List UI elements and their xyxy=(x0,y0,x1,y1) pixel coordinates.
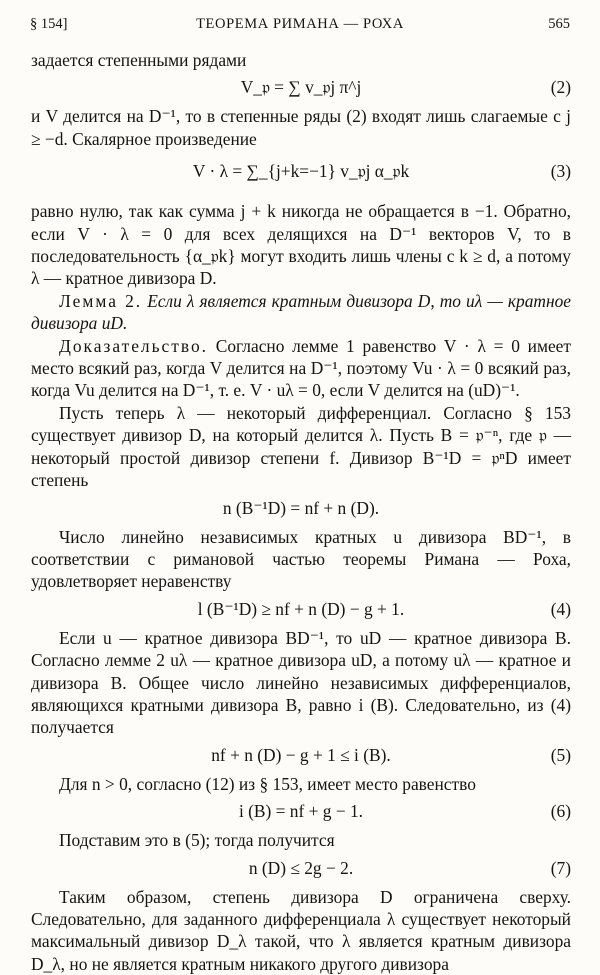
paragraph: Для n > 0, согласно (12) из § 153, имеет место равенство xyxy=(59,773,476,794)
equation-number: (6) xyxy=(550,801,571,822)
equation-number: (4) xyxy=(550,598,571,619)
lemma-statement: Если λ является кратным дивизора D, то uλ — кратное дивизора uD. xyxy=(31,290,571,334)
equation-5 xyxy=(31,739,571,773)
paragraph: Таким образом, степень дивизора D ограничена сверху. Следовательно, для заданного дифференциала λ существует некоторый максимальный дивизор D_λ такой, что λ является кратным дивизора D_λ, но не является кратным никакого другого дивизора xyxy=(31,886,571,974)
text-line: задается степенными рядами xyxy=(31,50,247,70)
equation-formula: V_𝔭 = ∑ v_𝔭j π^j xyxy=(240,77,362,98)
paragraph: Число линейно независимых кратных u дивизора BD⁻¹, в соответствии с римановой частью теоремы Римана — Роха, удовлетворяет неравенству xyxy=(31,526,571,592)
paragraph: Пусть теперь λ — некоторый дифференциал. Согласно § 153 существует дивизор D, на который делится λ. Пусть B = 𝔭⁻ⁿ, где 𝔭 — некоторый простой дивизор степени f. Дивизор B⁻¹D = 𝔭ⁿD имеет степень xyxy=(31,402,571,491)
paragraph: равно нулю, так как сумма j + k никогда не обращается в −1. Обратно, если V · λ = 0 для всех делящихся на D⁻¹ векторов V, то в последовательность {α_𝔭k} могут входить лишь члены с k ≥ d, а потому λ — кратное дивизора D. xyxy=(31,201,571,289)
paragraph: Подставим это в (5); тогда получится xyxy=(59,830,335,851)
equation-2 xyxy=(31,71,571,105)
equation-formula: l (B⁻¹D) ≥ nf + n (D) − g + 1. xyxy=(197,598,405,619)
equation-3 xyxy=(31,150,571,200)
page-number: 565 xyxy=(548,16,570,32)
running-header xyxy=(30,13,570,35)
equation-formula: V · λ = ∑_{j+k=−1} v_𝔭j α_𝔭k xyxy=(192,161,410,182)
proof-text: Согласно лемме 1 равенство V · λ = 0 имеет место всякий раз, когда V делится на D⁻¹, поэтому Vu · λ = 0 всякий раз, когда Vu делится на D⁻¹, т. е. V · uλ = 0, если V делится на (uD)⁻¹. xyxy=(31,335,571,401)
equation-number: (7) xyxy=(550,857,571,878)
equation-number: (5) xyxy=(550,744,571,765)
equation-formula: nf + n (D) − g + 1 ≤ i (B). xyxy=(211,744,391,765)
equation-number: (2) xyxy=(550,77,571,98)
equation-4 xyxy=(31,593,571,627)
equation-formula: i (B) = nf + g − 1. xyxy=(238,801,364,822)
paragraph: и V делится на D⁻¹, то в степенные ряды (2) входят лишь слагаемые с j ≥ −d. Скалярное произведение xyxy=(31,106,571,149)
page-body xyxy=(31,49,571,975)
proof-label: Доказательство. xyxy=(59,335,208,356)
equation-formula: n (D) ≤ 2g − 2. xyxy=(248,857,354,878)
paragraph: Если u — кратное дивизора BD⁻¹, то uD — кратное дивизора B. Согласно лемме 2 uλ — кратное дивизора uD, а потому uλ — кратное и дивизора B. Общее число линейно независимых дифференциалов, являющихся кратными дивизора B, равно i (B). Следовательно, из (4) получается xyxy=(31,627,571,738)
equation-7 xyxy=(31,852,571,886)
running-title: ТЕОРЕМА РИМАНА — РОХА xyxy=(196,16,404,32)
section-marker: § 154] xyxy=(30,16,68,32)
lemma-label: Лемма 2. xyxy=(59,290,143,311)
proof xyxy=(31,335,571,402)
equation-number: (3) xyxy=(550,161,571,182)
equation-6 xyxy=(31,795,571,829)
equation-formula: n (B⁻¹D) = nf + n (D). xyxy=(222,497,380,518)
equation-degree xyxy=(31,492,571,526)
lemma xyxy=(31,290,571,335)
